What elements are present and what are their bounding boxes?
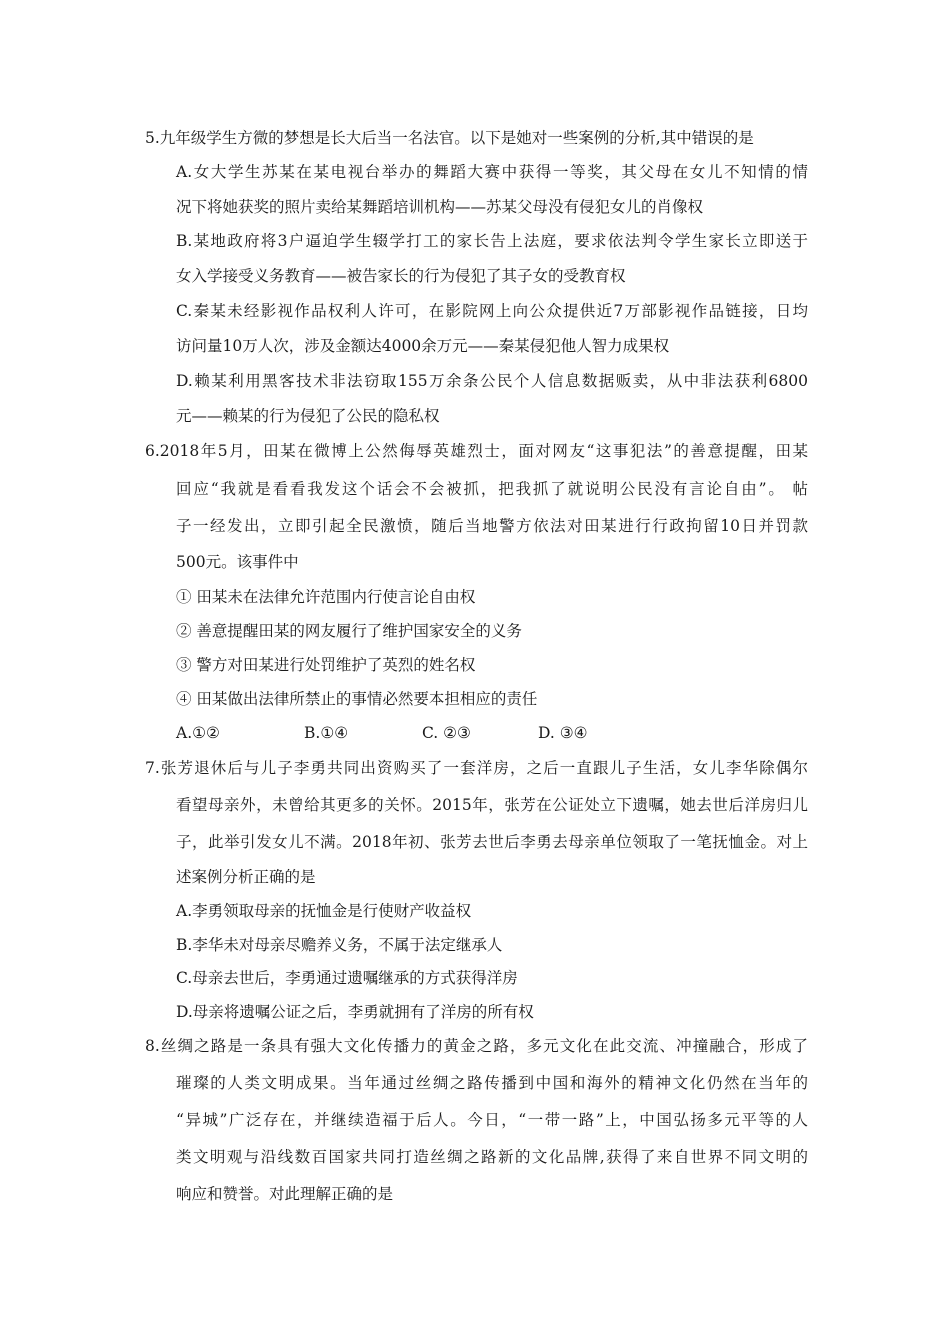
q6-statement-4: ④ 田某做出法律所禁止的事情必然要本担相应的责任 [176, 690, 538, 708]
q8-stem-line1: 8.丝绸之路是一条具有强大文化传播力的黄金之路，多元文化在此交流、冲撞融合，形成了 [145, 1037, 808, 1055]
q5-stem: 5.九年级学生方微的梦想是长大后当一名法官。以下是她对一些案例的分析,其中错误的是 [145, 129, 754, 147]
q6-statement-2: ② 善意提醒田某的网友履行了维护国家安全的义务 [176, 622, 522, 640]
q8-stem-line2: 璀璨的人类文明成果。当年通过丝绸之路传播到中国和海外的精神文化仍然在当年的 [176, 1074, 808, 1092]
q6-choice-b: B.①④ [304, 724, 349, 742]
q5-option-b-line1: B.某地政府将3户逼迫学生辍学打工的家长告上法庭，要求依法判令学生家长立即送于 [176, 232, 808, 250]
q5-option-c-line2: 访问量10万人次，涉及金额达4000余万元——秦某侵犯他人智力成果权 [176, 337, 670, 355]
q7-option-a: A.李勇领取母亲的抚恤金是行使财产收益权 [176, 902, 472, 920]
q5-option-a-line1: A.女大学生苏某在某电视台举办的舞蹈大赛中获得一等奖，其父母在女儿不知情的情 [176, 163, 808, 181]
q7-stem-line2: 看望母亲外，未曾给其更多的关怀。2015年，张芳在公证处立下遗嘱，她去世后洋房归儿 [176, 796, 808, 814]
q8-stem-line4: 类文明观与沿线数百国家共同打造丝绸之路新的文化品牌,获得了来自世界不同文明的 [176, 1148, 808, 1166]
q7-stem-line4: 述案例分析正确的是 [176, 868, 316, 886]
q6-choice-d: D. ③④ [538, 724, 588, 742]
q7-option-b: B.李华未对母亲尽赡养义务，不属于法定继承人 [176, 936, 503, 954]
q6-choice-c: C. ②③ [422, 724, 471, 742]
q5-option-b-line2: 女入学接受义务教育——被告家长的行为侵犯了其子女的受教育权 [176, 267, 626, 285]
q5-option-c-line1: C.秦某未经影视作品权利人许可，在影院网上向公众提供近7万部影视作品链接，日均 [176, 302, 808, 320]
q7-option-c: C.母亲去世后，李勇通过遗嘱继承的方式获得洋房 [176, 969, 518, 987]
q6-stem-line1: 6.2018年5月，田某在微博上公然侮辱英雄烈士，面对网友“这事犯法”的善意提醒，田某 [145, 442, 808, 460]
q6-statement-3: ③ 警方对田某进行处罚维护了英烈的姓名权 [176, 656, 476, 674]
q6-choice-a: A.①② [176, 724, 220, 742]
q8-stem-line5: 响应和赞誉。对此理解正确的是 [176, 1185, 394, 1203]
q5-option-a-line2: 况下将她获奖的照片卖给某舞蹈培训机构——苏某父母没有侵犯女儿的肖像权 [176, 198, 704, 216]
q6-stem-line3: 子一经发出，立即引起全民激愤，随后当地警方依法对田某进行行政拘留10日并罚款 [176, 517, 808, 535]
q6-stem-line4: 500元。该事件中 [176, 553, 299, 571]
q7-stem-line3: 子，此举引发女儿不满。2018年初、张芳去世后李勇去母亲单位领取了一笔抚恤金。对上 [176, 833, 808, 851]
q6-stem-line2: 回应“我就是看看我发这个话会不会被抓，把我抓了就说明公民没有言论自由”。 帖 [176, 480, 808, 498]
q6-choices [176, 723, 588, 743]
q7-option-d: D.母亲将遗嘱公证之后，李勇就拥有了洋房的所有权 [176, 1003, 534, 1021]
q5-option-d-line1: D.赖某利用黑客技术非法窃取155万余条公民个人信息数据贩卖，从中非法获利6800 [176, 372, 808, 390]
q6-statement-1: ① 田某未在法律允许范围内行使言论自由权 [176, 588, 476, 606]
q5-option-d-line2: 元——赖某的行为侵犯了公民的隐私权 [176, 407, 440, 425]
q8-stem-line3: “异城”广泛存在，并继续造福于后人。今日，“一带一路”上，中国弘扬多元平等的人 [176, 1111, 808, 1129]
q7-stem-line1: 7.张芳退休后与儿子李勇共同出资购买了一套洋房，之后一直跟儿子生活，女儿李华除偶尔 [145, 759, 808, 777]
